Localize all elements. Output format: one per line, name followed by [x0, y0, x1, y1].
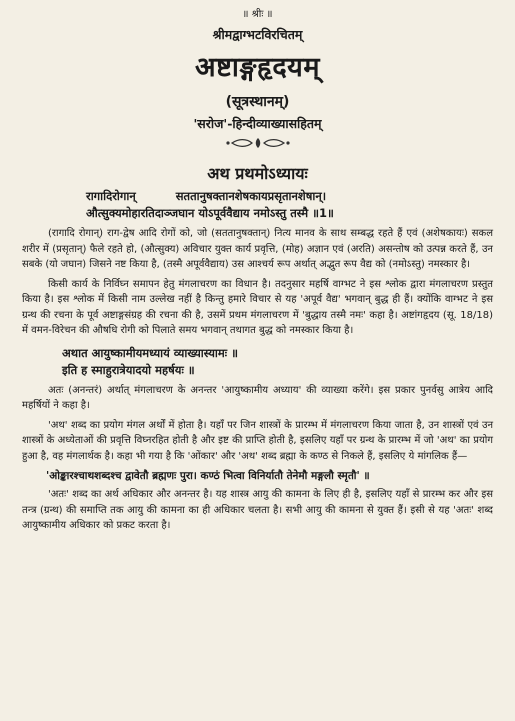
chapter-title: अथ प्रथमोऽध्यायः [207, 164, 308, 183]
paragraph-1: (रागादि रोगान्) राग-द्वेष आदि रोगों को, जो (सततानुषक्तान्) नित्य मानव के साथ सम्बद्ध रहते हैं एवं (अशेषकायः) सकल शरीर में (प्रसृतान्) फैले रहते हो, (औत्सुक्य) अविचार युक्त कार्य प्रवृत्ति, (मोह) अज्ञान एवं (अरति) असन्तोष को उत्पन्न करते हैं, उन सबके (यो जघान) जिसने नष्ट किया है, (तस्मै अपूर्ववैद्याय) उस आश्चर्य रूप अर्थात् अद्भुत रूप वैद्य को (नमोऽस्तु) नमस्कार है। [22, 228, 493, 270]
sutra-line-1: अथात आयुष्कामीयमध्यायं व्याख्यास्यामः ॥ [62, 345, 238, 360]
verse-line-2: औत्सुक्यमोहारतिदाञ्जघान योऽपूर्ववैद्याय नमोऽस्तु तस्मै ॥1॥ [86, 206, 334, 220]
paragraph-3: अतः (अनन्तरं) अर्थात् मंगलाचरण के अनन्तर 'आयुष्कामीय अध्याय' की व्याख्या करेंगे। इस प्रकार पुनर्वसु आत्रेय आदि महर्षियों ने कहा है। [22, 384, 493, 411]
verse-line-1b: सततानुषक्तानशेषकायप्रसृतानशेषान्। [175, 189, 327, 203]
book-title: अष्टाङ्गहृदयम् [195, 52, 320, 83]
verse-1 [22, 188, 493, 222]
paragraph-2: किसी कार्य के निर्विघ्न समापन हेतु मंगलाचरण का विधान है। तदनुसार महर्षि वाग्भट ने इस श्लोक द्वारा मंगलाचरण प्रस्तुत किया है। इस श्लोक में किसी नाम उल्लेख नहीं है किन्तु हमारे विचार से यह 'अपूर्व वैद्य' भगवान् बुद्ध ही हैं। क्योंकि वाग्भट ने इस ग्रन्थ की रचना के पूर्व अष्टाङ्गसंग्रह की रचना की है, उसमें प्रथम मंगलाचरण में 'बुद्धाय तस्मै नमः' कहा है। अष्टांगहृदय (सू. 18/18) में वमन-विरेचन की औषधि रोगी को पिलाते समय भगवान् तथागत बुद्ध को नमस्कार किया है। [22, 278, 493, 336]
author-line: श्रीमद्वाग्भटविरचितम् [212, 27, 303, 42]
paragraph-5: 'अतः' शब्द का अर्थ अधिकार और अनन्तर है। यह शास्त्र आयु की कामना के लिए ही है, इसलिए यहाँ से प्रारम्भ कर और इस तन्त्र (ग्रन्थ) की समाप्ति तक आयु की कामना का ही अधिकार चलता है। सभी आयु की कामना से युक्त हैं। इसी से यह 'अतः' शब्द आयुष्कामीय अधिकार को प्रकट करता है। [22, 489, 493, 531]
floral-divider-icon [222, 136, 294, 150]
commentary-title: 'सरोज'-हिन्दीव्याख्यासहितम् [193, 116, 322, 131]
section-title: (सूत्रस्थानम्) [225, 94, 290, 110]
paragraph-4: 'अथ' शब्द का प्रयोग मंगल अर्थों में होता है। यहाँ पर जिन शास्त्रों के प्रारम्भ में मंगलाचरण किया जाता है, उन शास्त्रों एवं उन शास्त्रों के अध्येताओं की प्रवृत्ति विघ्नरहित होती है और इष्ट की प्राप्ति होती है, इसलिए यहाँ पर ग्रन्थ के प्रारम्भ में जो 'अथ' का प्रयोग हुआ है, वह मंगलार्थक है। कहा भी गया है कि 'ओंकार' और 'अथ' शब्द ब्रह्मा के कण्ठ से निकले हैं, इसलिए ये मांगलिक हैं— [22, 419, 493, 462]
invocation: ॥ श्रीः ॥ [242, 9, 273, 20]
sutra [22, 345, 493, 379]
verse-line-1a: रागादिरोगान् [86, 189, 136, 203]
quote-verse: 'ओङ्कारश्चाथशब्दश्च द्वावेतौ ब्रह्मणः पुरा। कण्ठं भित्वा विनिर्यातौ तेनेमौ मङ्गलौ स्मृतौ' ॥ [46, 470, 370, 482]
verse-line-1 [86, 188, 493, 205]
sutra-line-2: इति ह स्माहुरात्रेयादयो महर्षयः ॥ [62, 362, 195, 377]
